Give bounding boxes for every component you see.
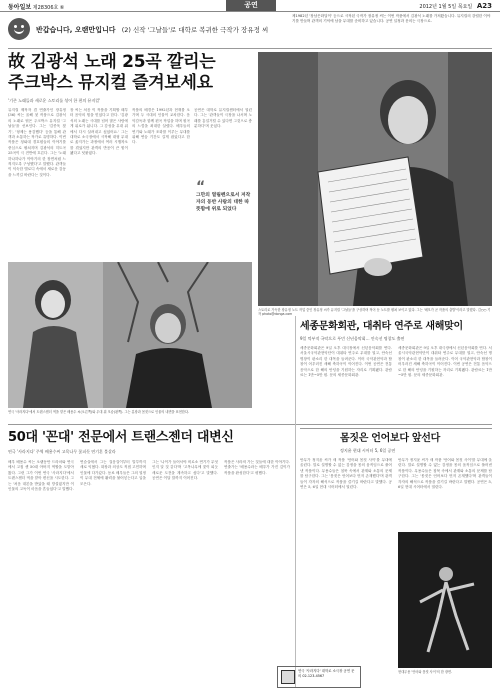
actor-headline: 50대 '꼰대' 전문에서 트랜스젠더 대변신 (8, 430, 234, 445)
dance-body-col-2: 안무가 정지윤 씨가 새 작품 '언어와 몸짓 사이'를 무대에 올린다. 말로 설명할 수 없는 감정을 몸의 움직임으로 풀어낸 작품이다. 무용수들은 침묵 속에서 관계와 소통의 문제를 탐구한다. 그는 '몸짓은 언어보다 먼저 존재했다'며 관객들이 각자의 해석으로 작품을 즐기길 바란다고 말했다. 공연은 5, 6일 현대 시어터에서 열린다. (398, 458, 492, 490)
sejong-headline: 세종문화회관, 대취타 연주로 새해맞이 (300, 321, 463, 332)
actor-body-col-2: 연습실에서 그는 걸음걸이부터 말투까지 새로 익혔다. 화장과 의상도 직접 고민하며 인물에 다가갔다. 동료 배우들은 그의 열정이 무대 전체에 활력을 불어넣는다고 입을 모은다. (80, 460, 146, 486)
actor-body-col-3: 그는 '나이가 들어서야 비로소 연기가 무엇인지 알 것 같다'며 '고목나무에 꽃이 피듯 새로운 도전을 계속하고 싶다'고 말했다. 공연은 이달 말까지 이어진다. (152, 460, 218, 481)
main-body-col-4a: 공연은 대학로 뮤지컬센터에서 열린다. 그는 '관객들이 극장을 나서며 노래를 흥얼거릴 수 있다면 그것으로 충분하다'며 웃었다. (194, 108, 252, 129)
page-number: A23 (476, 2, 492, 10)
sejong-subhead: 9일 억부적 국악으로 푸민 신년음악회… 안숙선 명창도 출연 (300, 336, 405, 341)
banner-text (36, 25, 268, 35)
masthead (0, 0, 500, 12)
dance-photo (398, 532, 492, 668)
divider (8, 48, 492, 49)
dance-subhead: 정지윤 현대 시어터 5, 6일 공연 (340, 448, 396, 453)
actor-body-col-1: 배우 배용수 씨는 오랫동안 드라마와 연극에서 고집 센 50대 아버지 역할을 도맡아 왔다. 그런 그가 이번 연극 '사라지다'에서 트랜스젠더 역을 맡아 변신을 시도한다. 그는 '처음 대본을 받았을 때 망설였지만 이 인물의 고독이 마음을 흔들었다'고 말했다. (8, 460, 74, 492)
theater-icon (281, 670, 295, 684)
column-rule (295, 316, 296, 688)
main-headline-line-2: 주크박스 뮤지컬 즐겨보세요 (8, 73, 213, 93)
main-byline: '기존 노래들과 새로운 스토리를 섞어 한 편의 뮤지컬' (8, 98, 101, 103)
banner-side-text: 제1982년 '장남은화달이' 등으로 시작된 극작가 장유정 씨는 이번 작품에서 김광석 노래를 가져왔습니다. 뮤지컬의 강렬한 이야기를 만들며 관객의 기억에 남을 무대를 준비하고 있습니다. 공연 일정과 문의는 극장으로. (292, 14, 491, 23)
column-banner (8, 14, 283, 46)
main-headline-line-1: 故 김광석 노래 25곡 깔리는 (8, 52, 216, 72)
quote-mark-icon: “ (196, 179, 206, 195)
actor-body-col-4: 작품은 사라져 가는 것들에 대한 이야기다. 연출가는 '배용수라는 배우가 가진 깊이가 작품을 완성한다'고 평했다. (224, 460, 290, 475)
column-subtitle: (2) 신작 '그날들'로 대학로 복귀한 극작가 장유정 씨 (121, 26, 269, 34)
actor-photo-caption: 연극 '사라지다'에서 트랜스젠더 역을 맡은 배용수 씨(오른쪽)와 무대 위 모습(왼쪽). 그는 분장과 몸짓으로 인물의 내면을 표현한다. (8, 410, 189, 414)
date-page (419, 2, 492, 10)
actor-subhead: 연극 '사라지다' 주역 배용수씨 고목나무 꽃피듯 연기혼 불살라 (8, 449, 116, 454)
pull-quote-text: 그만의 열림펜으로서 저작자의 동반 사람의 대한 따뜻함에 위로 되었다 (196, 193, 251, 212)
show-info-text: 연극 '사라지다' 대학로 소극장 공연 문의 02-123-4567 (298, 669, 355, 678)
main-body-col-3: 작품의 배경은 1992년과 현재를 오가며 두 시대의 인물이 교차한다. 음악감독과 함께 편곡 작업을 하며 원곡의 느낌을 최대한 살렸다. 배우들의 연기와 노래가 조화를 이루는 무대를 위해 연습 기간도 길게 잡았다고 한다. (132, 108, 190, 145)
column-title: 반갑습니다, 오랜만입니다 (36, 26, 116, 34)
main-photo-caption: 스토리로 가득한 장유정 노트 작업 중인 장유정 씨가 뮤지컬 '그날들'을 구상하며 적어 둔 노트를 펼쳐 보이고 있다. 그는 '메모가 곧 작품의 출발'이라고 말했다. 김○○ 기자 photo@donga.com (258, 308, 491, 317)
issue-date: 2012년 1월 5일 목요일 (419, 4, 473, 10)
main-body-col-2: 장 씨는 처음 이 작품을 기획할 때부터 음악의 힘을 믿었다고 한다. '김광석의 노래는 시대를 넘어 많은 사람에게 위로가 됩니다. 그 감성을 무대 위에서 다시 살려내고 싶었어요.' 그는 대학로 소극장에서 시작해 대형 무대로 옮겨가는 과정에서 여러 시행착오를 겪었지만 관객의 반응이 큰 힘이 됐다고 덧붙였다. (70, 108, 128, 156)
divider (300, 428, 492, 429)
main-body-col-1: 뮤지컬 제작자 겸 연출가인 장유정(36) 씨는 올해 첫 작품으로 김광석의 노래로 엮은 주크박스 뮤지컬 '그날들'을 선보인다. 그는 '김종욱 찾기', '형제는 용감했다' 등을 통해 관객과 소통하는 작가로 유명하다. 이번 작품은 청와대 경호원들의 이야기를 중심으로 펼쳐지며 김광석의 히트곡 25곡이 극 전반에 흐른다. 그는 '노래 하나하나가 이야기의 한 장면처럼 느껴지도록 구성했다'고 말했다. 관객들이 익숙한 멜로디 속에서 새로운 감동을 느끼길 바란다는 것이다. (8, 108, 66, 177)
paper-name: 동아일보 (8, 4, 32, 11)
dance-photo-caption: 현대무용 '언어와 몸짓 사이'의 한 장면. (398, 670, 453, 674)
sejong-body-col-1: 세종문화회관은 9일 오후 대극장에서 신년음악회를 연다. 서울시국악관현악단이 대취타 연주로 무대를 열고, 안숙선 명창이 판소리 한 대목을 들려준다. 이어 국악관현악과 합창이 어우러진 새해 축하곡이 이어진다. 이번 공연은 전통 음악으로 한 해의 안녕을 기원하는 자리로 기획됐다. 관람료는 1만~5만 원. 문의 세종문화회관. (300, 346, 392, 378)
sejong-body-col-2: 세종문화회관은 9일 오후 대극장에서 신년음악회를 연다. 서울시국악관현악단이 대취타 연주로 무대를 열고, 안숙선 명창이 판소리 한 대목을 들려준다. 이어 국악관현악과 합창이 어우러진 새해 축하곡이 이어진다. 이번 공연은 전통 음악으로 한 해의 안녕을 기원하는 자리로 기획됐다. 관람료는 1만~5만 원. 문의 세종문화회관. (398, 346, 492, 378)
divider (8, 424, 492, 425)
dance-body-col-1: 안무가 정지윤 씨가 새 작품 '언어와 몸짓 사이'를 무대에 올린다. 말로 설명할 수 없는 감정을 몸의 움직임으로 풀어낸 작품이다. 무용수들은 침묵 속에서 관계와 소통의 문제를 탐구한다. 그는 '몸짓은 언어보다 먼저 존재했다'며 관객들이 각자의 해석으로 작품을 즐기길 바란다고 말했다. 공연은 5, 6일 현대 시어터에서 열린다. (300, 458, 392, 490)
paper-info (8, 2, 64, 11)
actor-photo (8, 262, 252, 408)
issue-number: 제28306호 ⑥ (32, 5, 65, 11)
show-info-box (277, 666, 361, 688)
main-photo (258, 52, 492, 306)
dance-headline: 몸짓은 언어보다 앞선다 (340, 433, 440, 444)
section-label: 공연 (226, 0, 276, 11)
pull-quote (196, 179, 252, 213)
smiley-icon (8, 18, 30, 40)
